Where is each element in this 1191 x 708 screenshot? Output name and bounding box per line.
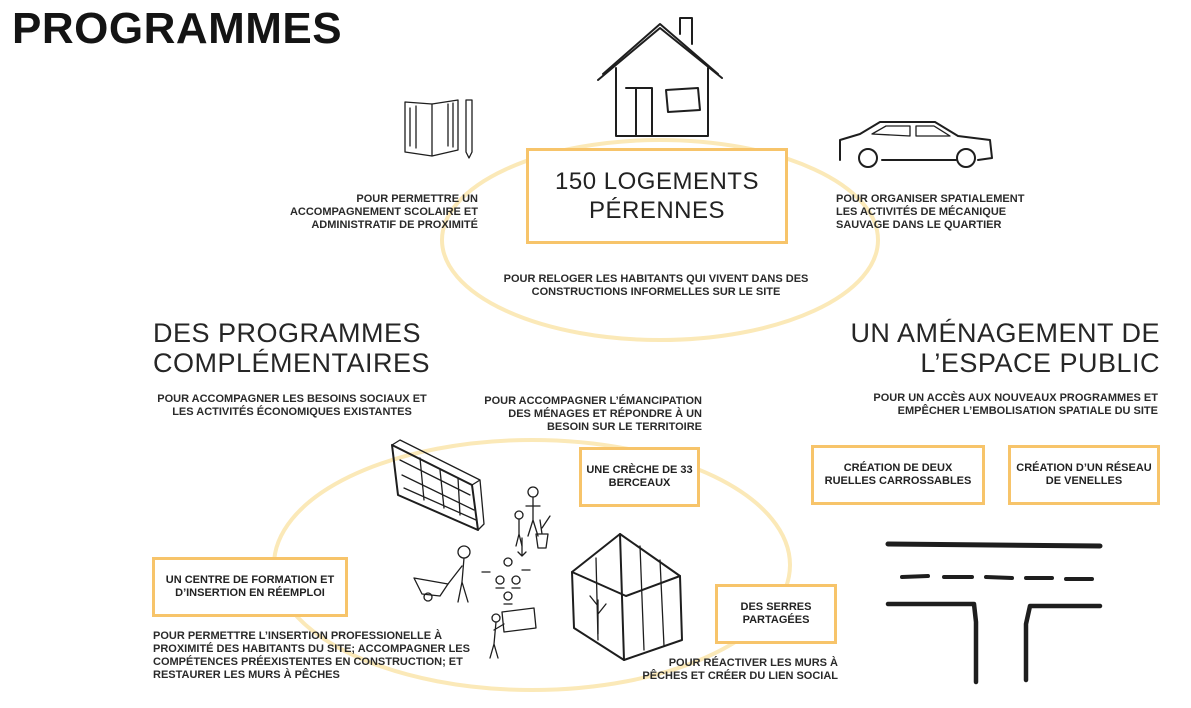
training-center-box: UN CENTRE DE FORMATION ET D’INSERTION EN RÉEMPLOI: [152, 557, 348, 617]
car-icon: [840, 122, 992, 167]
alleys-box: CRÉATION D’UN RÉSEAU DE VENELLES: [1008, 445, 1160, 505]
caption-rehousing: POUR RELOGER LES HABITANTS QUI VIVENT DANS DES CONSTRUCTIONS INFORMELLES SUR LE SITE: [503, 273, 809, 298]
wall-icon: [392, 440, 484, 530]
caption-school-support: POUR PERMETTRE UN ACCOMPAGNEMENT SCOLAIRE ET ADMINISTRATIF DE PROXIMITÉ: [289, 193, 478, 231]
main-program-box: 150 LOGEMENTS PÉRENNES: [526, 148, 788, 244]
greenhouse-box: DES SERRES PARTAGÉES: [715, 584, 837, 644]
heading-public-space: UN AMÉNAGEMENT DE L’ESPACE PUBLIC: [850, 318, 1160, 378]
house-icon: [598, 18, 722, 136]
road-junction-icon: [888, 544, 1100, 682]
greenhouse-icon: [572, 534, 682, 660]
caption-greenhouse: POUR RÉACTIVER LES MURS À PÊCHES ET CRÉER DU LIEN SOCIAL: [642, 657, 838, 682]
caption-training: POUR PERMETTRE L’INSERTION PROFESSIONELLE À PROXIMITÉ DES HABITANTS DU SITE; ACCOMPAGNER LES COMPÉTENCES PRÉEXISTENTES EN CONSTRUCTION; ET RESTAURER LES MURS À PÊCHES: [153, 630, 470, 681]
caption-social-needs: POUR ACCOMPAGNER LES BESOINS SOCIAUX ET LES ACTIVITÉS ÉCONOMIQUES EXISTANTES: [157, 393, 427, 418]
caption-creche: POUR ACCOMPAGNER L’ÉMANCIPATION DES MÉNAGES ET RÉPONDRE À UN BESOIN SUR LE TERRITOIRE: [484, 395, 702, 433]
caption-public-space: POUR UN ACCÈS AUX NOUVEAUX PROGRAMMES ET EMPÊCHER L’EMBOLISATION SPATIALE DU SITE: [873, 392, 1158, 417]
heading-complementary: DES PROGRAMMES COMPLÉMENTAIRES: [153, 318, 431, 378]
book-pencil-icon: [405, 100, 472, 158]
streets-box: CRÉATION DE DEUX RUELLES CARROSSABLES: [811, 445, 985, 505]
page-title: PROGRAMMES: [12, 4, 343, 53]
creche-box: UNE CRÈCHE DE 33 BERCEAUX: [579, 447, 700, 507]
caption-mechanics: POUR ORGANISER SPATIALEMENT LES ACTIVITÉS DE MÉCANIQUE SAUVAGE DANS LE QUARTIER: [836, 193, 1025, 231]
